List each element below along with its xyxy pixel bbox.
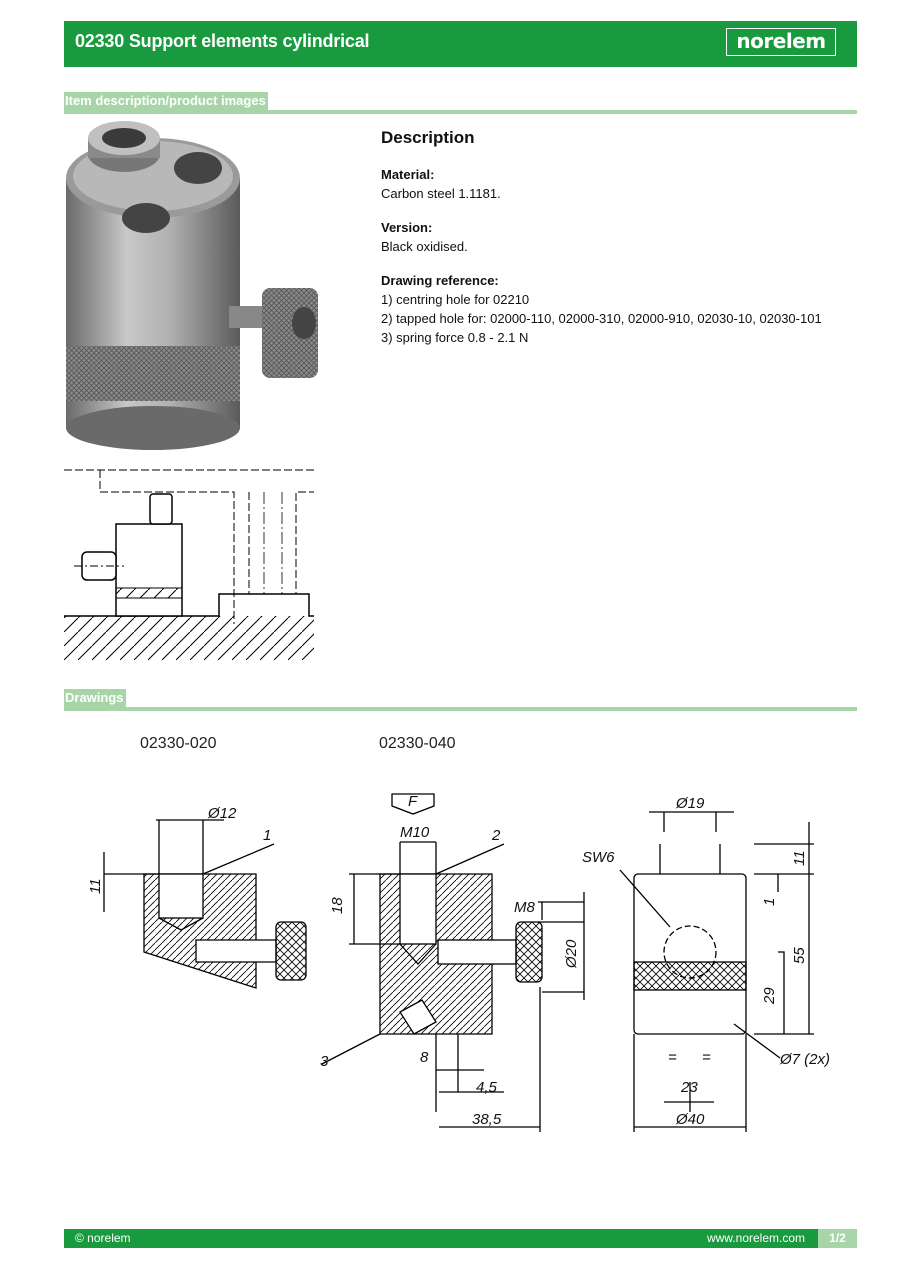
variant-label-040: 02330-040 [379,735,456,752]
product-photo [64,118,354,458]
drawing-reference-line: 3) spring force 0.8 - 2.1 N [381,330,529,345]
description-heading: Description [381,128,475,147]
drawing-reference-line: 1) centring hole for 02210 [381,292,530,307]
dim-ref-2: 2 [492,827,501,844]
dim-sw6: SW6 [582,849,615,866]
version-label: Version: [381,220,433,235]
header-bar [64,21,857,67]
dim-d19: Ø19 [676,795,705,812]
page-number: 1/2 [818,1229,857,1248]
dim-ref-3: 3 [320,1053,329,1070]
section-label-drawings: Drawings [65,690,124,705]
footer-copyright: © norelem [75,1231,131,1245]
material-label: Material: [381,167,435,182]
dim-h11a: 11 [87,878,104,894]
dim-d7: Ø7 (2x) [780,1051,831,1068]
drawing-reference-label: Drawing reference: [381,273,499,288]
dim-w4-5: 4,5 [476,1079,497,1096]
technical-drawings [64,782,857,1152]
dim-d12: Ø12 [208,805,237,822]
dim-eq-2: = [702,1049,711,1066]
section-label-product: Item description/product images [65,93,266,108]
footer-website-link[interactable]: www.norelem.com [706,1231,805,1245]
application-drawing [64,464,314,660]
norelem-logo: norelem [726,28,836,56]
dim-w38-5: 38,5 [472,1111,502,1128]
section-divider-drawings [64,707,857,711]
dim-eq-1: = [668,1049,677,1066]
dim-m10: M10 [400,824,430,841]
page-title: 02330 Support elements cylindrical [75,31,370,51]
dim-h29: 29 [761,987,778,1004]
material-value: Carbon steel 1.1181. [381,186,501,201]
dim-w8: 8 [420,1049,429,1066]
dim-d40: Ø40 [676,1111,705,1128]
dim-w23: 23 [681,1079,698,1096]
dim-h1: 1 [761,897,778,906]
dim-h18: 18 [329,897,346,914]
variant-label-020: 02330-020 [140,735,217,752]
footer-bar [64,1229,857,1248]
dim-h55: 55 [791,947,808,964]
dim-m8: M8 [514,899,535,916]
dim-h11b: 11 [791,850,808,866]
drawing-reference-line: 2) tapped hole for: 02000-110, 02000-310, 02000-910, 02030-10, 02030-101 [381,311,822,326]
force-label: F [408,793,418,810]
dim-ref-1: 1 [263,827,272,844]
section-divider-product [64,110,857,114]
dim-d20: Ø20 [563,939,580,968]
description-panel [381,128,861,362]
version-value: Black oxidised. [381,239,468,254]
